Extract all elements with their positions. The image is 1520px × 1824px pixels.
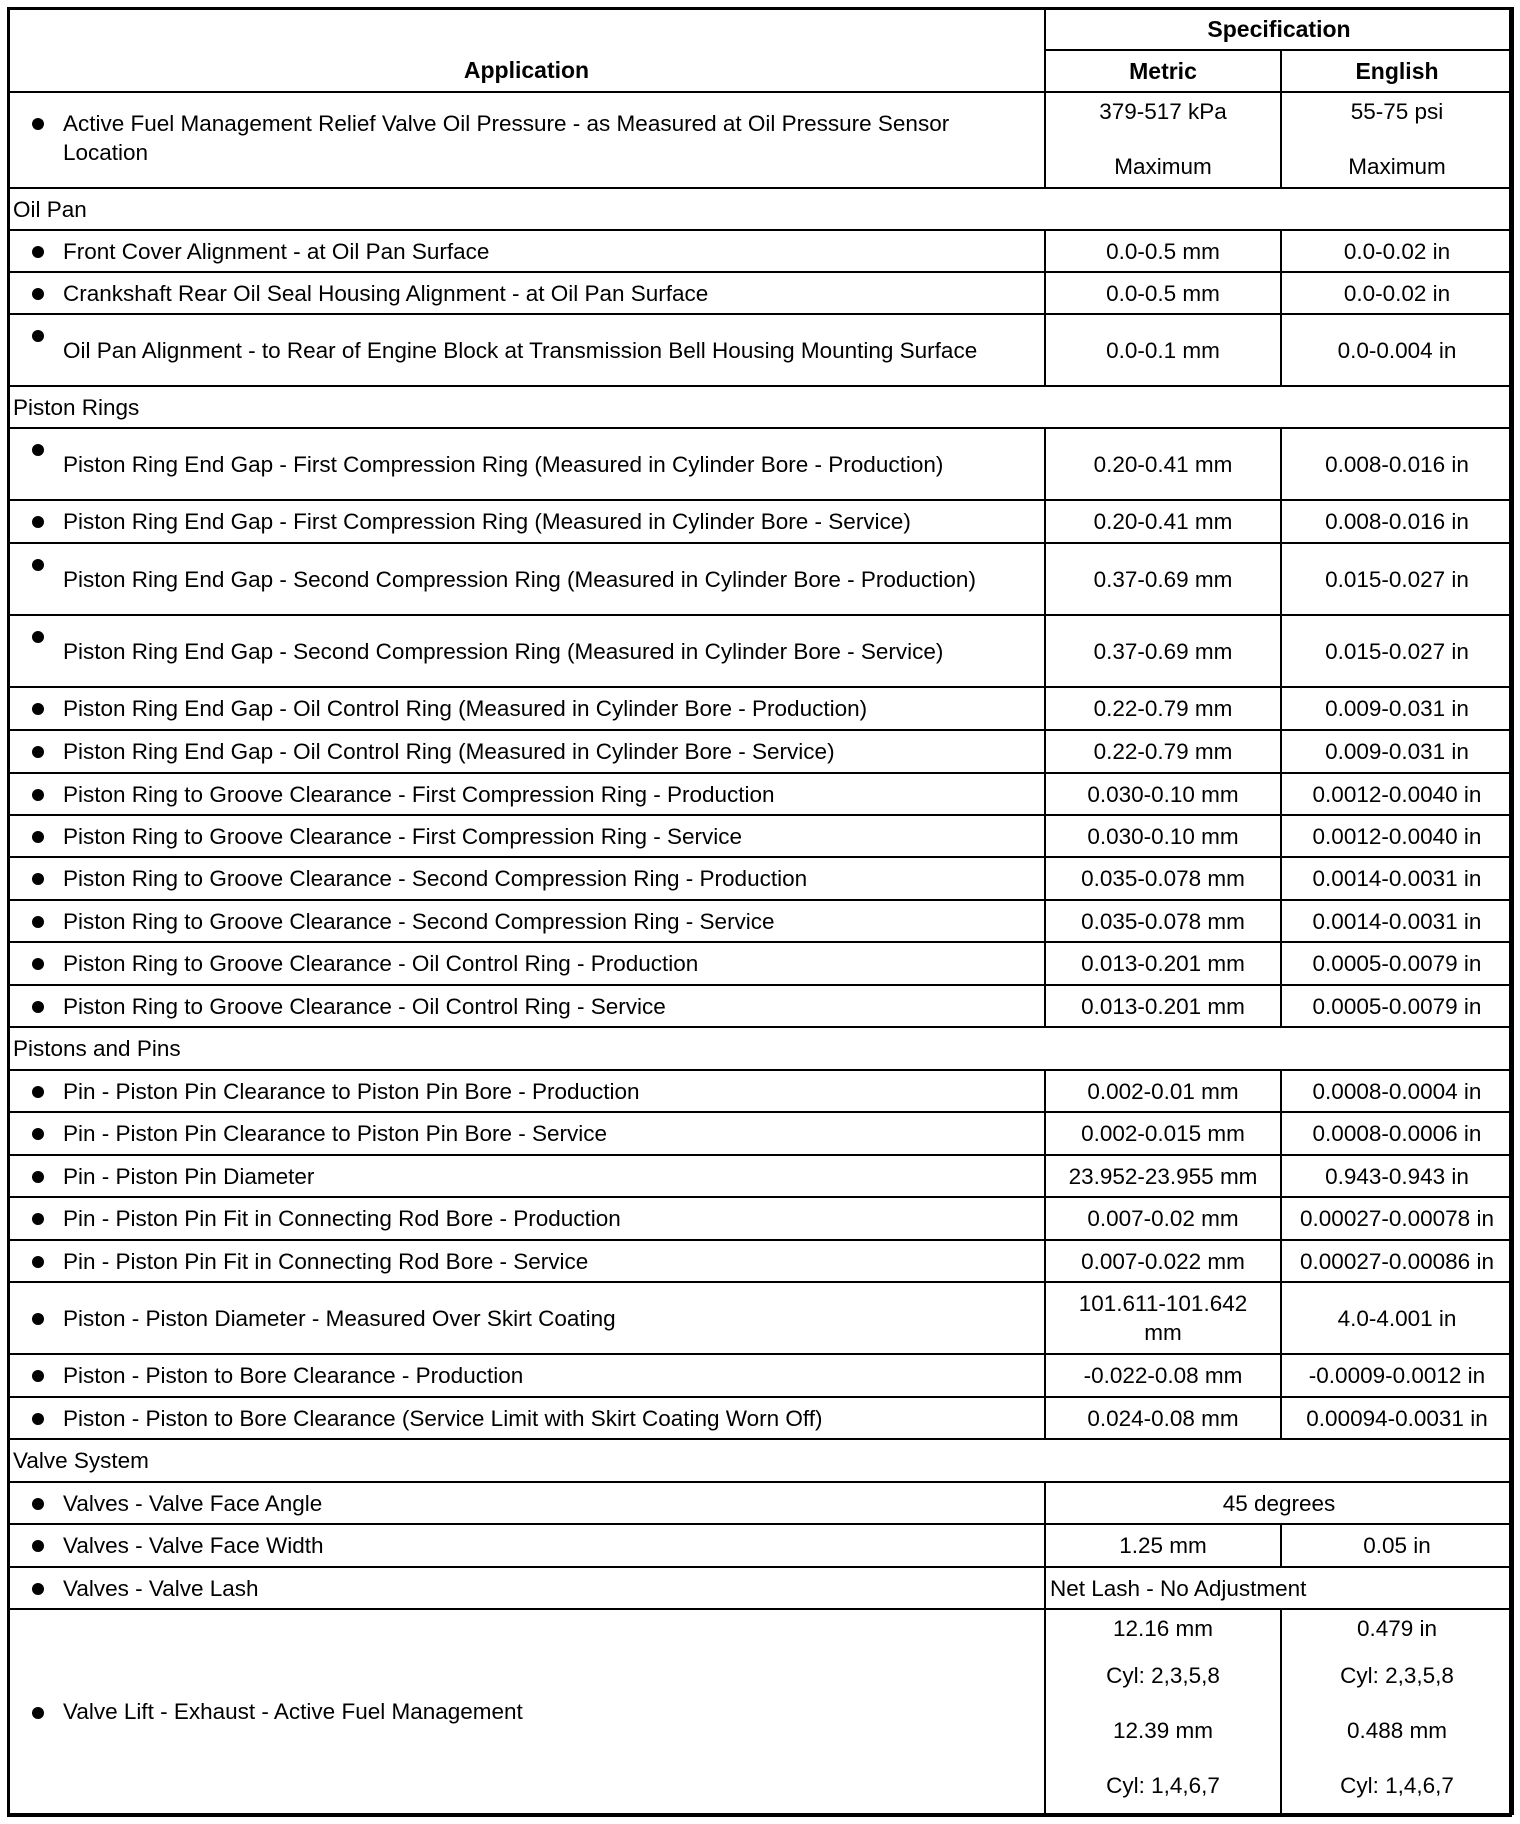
bullet-icon (32, 1498, 44, 1510)
english-cell: 0.0005-0.0079 in (1281, 942, 1513, 985)
table-row (8, 1197, 1513, 1240)
specification-cell: 45 degrees (1045, 1482, 1513, 1524)
column-header-application: Application (8, 8, 1045, 92)
application-text: Crankshaft Rear Oil Seal Housing Alignment - at Oil Pan Surface (63, 280, 709, 306)
bullet-icon (32, 1171, 44, 1183)
metric-cell: 0.0-0.5 mm (1045, 230, 1281, 272)
english-cell: 0.0008-0.0004 in (1281, 1070, 1513, 1112)
table-row (8, 272, 1513, 314)
application-cell (8, 900, 1045, 942)
application-cell (8, 1155, 1045, 1197)
application-cell (8, 985, 1045, 1027)
application-text: Piston Ring to Groove Clearance - First Compression Ring - Production (63, 781, 775, 807)
table-row (8, 428, 1513, 500)
english-cell: 0.015-0.027 in (1281, 543, 1513, 615)
application-text: Pin - Piston Pin Diameter (63, 1163, 315, 1189)
application-text: Piston Ring End Gap - First Compression Ring (Measured in Cylinder Bore - Service) (63, 509, 911, 534)
metric-cell: 0.013-0.201 mm (1045, 985, 1281, 1027)
metric-cell: 0.37-0.69 mm (1045, 543, 1281, 615)
section-row (8, 188, 1513, 230)
header-row-1 (8, 8, 1513, 50)
application-text: Valves - Valve Lash (63, 1575, 259, 1601)
metric-cell: 23.952-23.955 mm (1045, 1155, 1281, 1197)
metric-cell: 0.37-0.69 mm (1045, 615, 1281, 687)
metric-cell: 0.20-0.41 mm (1045, 500, 1281, 543)
bullet-icon (32, 916, 44, 928)
application-text: Valve Lift - Exhaust - Active Fuel Management (63, 1699, 523, 1724)
english-cell: 0.0014-0.0031 in (1281, 900, 1513, 942)
bullet-icon (32, 789, 44, 801)
table-row (8, 1070, 1513, 1112)
metric-cell (1045, 1282, 1281, 1354)
metric-cell: 0.024-0.08 mm (1045, 1397, 1281, 1439)
application-text: Active Fuel Management Relief Valve Oil Pressure - as Measured at Oil Pressure Sensor Location (63, 111, 950, 165)
section-heading: Oil Pan (8, 188, 1513, 230)
table-row (8, 543, 1513, 615)
english-cell: 0.0014-0.0031 in (1281, 857, 1513, 900)
metric-cell: 0.007-0.022 mm (1045, 1240, 1281, 1282)
application-cell (8, 1567, 1045, 1609)
bullet-icon (32, 1256, 44, 1268)
metric-cell: 0.002-0.015 mm (1045, 1112, 1281, 1155)
table-row (8, 1282, 1513, 1354)
application-cell (8, 1354, 1045, 1397)
metric-cell: 0.035-0.078 mm (1045, 900, 1281, 942)
bullet-icon (32, 246, 44, 258)
application-cell (8, 773, 1045, 815)
bullet-icon (32, 1540, 44, 1552)
table-row (8, 615, 1513, 687)
application-cell (8, 1070, 1045, 1112)
metric-cell: 0.013-0.201 mm (1045, 942, 1281, 985)
bullet-icon (32, 1086, 44, 1098)
table-row (8, 500, 1513, 543)
english-value: 55-75 psi (1350, 99, 1444, 124)
english-cell: 4.0-4.001 in (1281, 1282, 1513, 1354)
english-value-line: 0.479 in (1356, 1616, 1438, 1641)
table-row (8, 230, 1513, 272)
metric-cell: 0.035-0.078 mm (1045, 857, 1281, 900)
english-value-line: Cyl: 1,4,6,7 (1340, 1773, 1454, 1798)
bullet-icon (32, 1128, 44, 1140)
application-text: Piston - Piston Diameter - Measured Over Skirt Coating (63, 1305, 616, 1331)
table-row (8, 1155, 1513, 1197)
metric-note: Maximum (1114, 154, 1212, 179)
bullet-icon (32, 703, 44, 715)
metric-cell (1045, 1609, 1281, 1814)
application-cell (8, 1524, 1045, 1567)
bullet-icon (32, 559, 44, 571)
bullet-icon (32, 831, 44, 843)
application-text: Piston Ring to Groove Clearance - First Compression Ring - Service (63, 823, 742, 849)
metric-value-line: Cyl: 1,4,6,7 (1106, 1773, 1220, 1798)
bullet-icon (32, 958, 44, 970)
application-cell (8, 815, 1045, 857)
metric-value-line-1: 101.611-101.642 (1078, 1291, 1248, 1316)
column-header-metric: Metric (1045, 50, 1281, 92)
table-row (8, 1482, 1513, 1524)
application-text: Piston Ring End Gap - Second Compression Ring (Measured in Cylinder Bore - Production) (63, 566, 976, 592)
bullet-icon (32, 118, 44, 130)
bullet-icon (32, 746, 44, 758)
bullet-icon (32, 1313, 44, 1325)
application-text: Oil Pan Alignment - to Rear of Engine Block at Transmission Bell Housing Mounting Surface (63, 337, 978, 363)
table-row (8, 942, 1513, 985)
metric-cell: 0.22-0.79 mm (1045, 687, 1281, 730)
section-row (8, 1439, 1513, 1482)
bullet-icon (32, 1413, 44, 1425)
english-cell: 0.00027-0.00078 in (1281, 1197, 1513, 1240)
english-value-line: Cyl: 2,3,5,8 (1340, 1663, 1454, 1688)
bullet-icon (32, 1707, 44, 1719)
english-cell (1281, 1609, 1513, 1814)
column-header-english: English (1281, 50, 1513, 92)
application-text: Piston Ring to Groove Clearance - Second Compression Ring - Production (63, 866, 808, 891)
table-row (8, 314, 1513, 386)
application-text: Pin - Piston Pin Clearance to Piston Pin Bore - Service (63, 1121, 607, 1146)
metric-cell: 0.030-0.10 mm (1045, 773, 1281, 815)
table-row (8, 815, 1513, 857)
english-cell: 0.943-0.943 in (1281, 1155, 1513, 1197)
table-row (8, 687, 1513, 730)
application-cell (8, 314, 1045, 386)
application-text: Pin - Piston Pin Clearance to Piston Pin Bore - Production (63, 1078, 640, 1104)
metric-value: 379-517 kPa (1099, 99, 1227, 124)
metric-cell: 0.22-0.79 mm (1045, 730, 1281, 773)
table-row (8, 773, 1513, 815)
application-text: Pin - Piston Pin Fit in Connecting Rod Bore - Service (63, 1248, 589, 1274)
application-text: Piston - Piston to Bore Clearance - Production (63, 1363, 524, 1388)
table-row (8, 1524, 1513, 1567)
metric-cell: -0.022-0.08 mm (1045, 1354, 1281, 1397)
column-header-specification: Specification (1045, 8, 1513, 50)
bullet-icon (32, 1213, 44, 1225)
application-text: Piston Ring End Gap - Second Compression Ring (Measured in Cylinder Bore - Service) (63, 638, 944, 664)
application-cell (8, 1282, 1045, 1354)
specification-cell: Net Lash - No Adjustment (1045, 1567, 1513, 1609)
section-row (8, 386, 1513, 428)
table-row (8, 1354, 1513, 1397)
application-text: Piston Ring to Groove Clearance - Oil Control Ring - Service (63, 993, 666, 1019)
metric-value-line: 12.16 mm (1112, 1616, 1214, 1641)
english-cell: 0.0-0.02 in (1281, 230, 1513, 272)
english-note: Maximum (1348, 154, 1446, 179)
english-cell: 0.00094-0.0031 in (1281, 1397, 1513, 1439)
application-text: Piston Ring End Gap - Oil Control Ring (Measured in Cylinder Bore - Service) (63, 739, 835, 764)
english-cell: 0.0-0.004 in (1281, 314, 1513, 386)
application-cell (8, 543, 1045, 615)
table-row (8, 985, 1513, 1027)
application-cell (8, 230, 1045, 272)
bullet-icon (32, 1370, 44, 1382)
table-row (8, 1397, 1513, 1439)
application-cell (8, 1397, 1045, 1439)
application-cell (8, 1197, 1045, 1240)
bullet-icon (32, 1583, 44, 1595)
metric-value-line: Cyl: 2,3,5,8 (1106, 1663, 1220, 1688)
application-cell (8, 500, 1045, 543)
english-cell: 0.0005-0.0079 in (1281, 985, 1513, 1027)
table-row (8, 730, 1513, 773)
english-cell: -0.0009-0.0012 in (1281, 1354, 1513, 1397)
section-heading: Pistons and Pins (8, 1027, 1513, 1070)
application-cell (8, 1240, 1045, 1282)
bullet-icon (32, 1001, 44, 1013)
metric-cell: 0.007-0.02 mm (1045, 1197, 1281, 1240)
metric-cell (1045, 92, 1281, 188)
english-cell (1281, 92, 1513, 188)
application-text: Piston - Piston to Bore Clearance (Service Limit with Skirt Coating Worn Off) (63, 1405, 823, 1431)
spec-sheet (7, 7, 1512, 1817)
section-heading: Valve System (8, 1439, 1513, 1482)
english-cell: 0.0008-0.0006 in (1281, 1112, 1513, 1155)
application-cell (8, 1482, 1045, 1524)
table-row (8, 857, 1513, 900)
english-cell: 0.008-0.016 in (1281, 500, 1513, 543)
application-cell (8, 942, 1045, 985)
metric-cell: 0.20-0.41 mm (1045, 428, 1281, 500)
bullet-icon (32, 631, 44, 643)
application-cell (8, 1112, 1045, 1155)
application-cell (8, 687, 1045, 730)
application-text: Piston Ring End Gap - First Compression Ring (Measured in Cylinder Bore - Production) (63, 451, 944, 477)
metric-cell: 1.25 mm (1045, 1524, 1281, 1567)
application-cell (8, 615, 1045, 687)
table-row (8, 1112, 1513, 1155)
application-text: Front Cover Alignment - at Oil Pan Surface (63, 238, 490, 264)
english-cell: 0.0012-0.0040 in (1281, 815, 1513, 857)
english-value-line: 0.488 mm (1346, 1718, 1448, 1743)
section-heading: Piston Rings (8, 386, 1513, 428)
application-text: Valves - Valve Face Angle (63, 1490, 323, 1516)
english-cell: 0.015-0.027 in (1281, 615, 1513, 687)
table-row (8, 1567, 1513, 1609)
metric-cell: 0.0-0.5 mm (1045, 272, 1281, 314)
application-text: Pin - Piston Pin Fit in Connecting Rod Bore - Production (63, 1206, 621, 1231)
application-cell (8, 730, 1045, 773)
application-cell (8, 857, 1045, 900)
english-cell: 0.0-0.02 in (1281, 272, 1513, 314)
metric-cell: 0.030-0.10 mm (1045, 815, 1281, 857)
bullet-icon (32, 288, 44, 300)
bullet-icon (32, 873, 44, 885)
application-text: Piston Ring to Groove Clearance - Oil Control Ring - Production (63, 951, 699, 976)
application-cell (8, 92, 1045, 188)
table-row (8, 900, 1513, 942)
english-cell: 0.05 in (1281, 1524, 1513, 1567)
bullet-icon (32, 444, 44, 456)
table-row (8, 1240, 1513, 1282)
english-cell: 0.009-0.031 in (1281, 687, 1513, 730)
bullet-icon (32, 516, 44, 528)
application-text: Valves - Valve Face Width (63, 1533, 324, 1558)
specification-table (7, 7, 1514, 1815)
english-cell: 0.0012-0.0040 in (1281, 773, 1513, 815)
english-cell: 0.009-0.031 in (1281, 730, 1513, 773)
metric-value-line-2: mm (1144, 1320, 1182, 1345)
application-text: Piston Ring to Groove Clearance - Second Compression Ring - Service (63, 908, 775, 934)
english-cell: 0.00027-0.00086 in (1281, 1240, 1513, 1282)
application-cell (8, 1609, 1045, 1814)
table-row (8, 1609, 1513, 1814)
metric-value-line: 12.39 mm (1112, 1718, 1214, 1743)
bullet-icon (32, 330, 44, 342)
english-cell: 0.008-0.016 in (1281, 428, 1513, 500)
section-row (8, 1027, 1513, 1070)
application-cell (8, 272, 1045, 314)
metric-cell: 0.0-0.1 mm (1045, 314, 1281, 386)
metric-cell: 0.002-0.01 mm (1045, 1070, 1281, 1112)
application-text: Piston Ring End Gap - Oil Control Ring (Measured in Cylinder Bore - Production) (63, 696, 868, 721)
application-cell (8, 428, 1045, 500)
table-row (8, 92, 1513, 188)
